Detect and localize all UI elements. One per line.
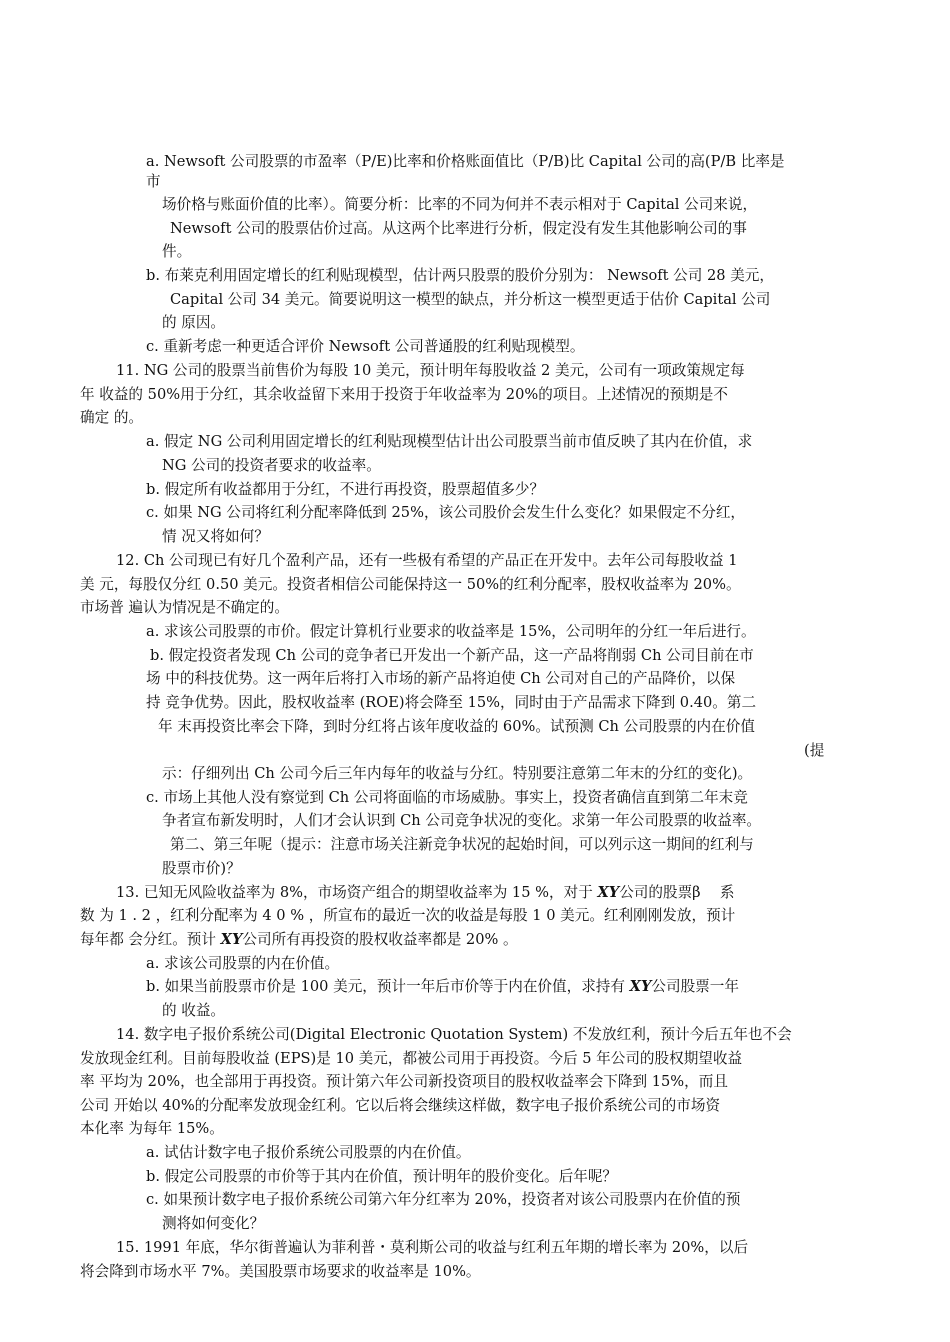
q13-line-3 [80, 930, 518, 950]
q13-b-line-1-part-c: 公司股票一年 [651, 978, 739, 995]
q13-line-3-part-c: 公司所有再投资的股权收益率都是 20% 。 [242, 931, 518, 948]
q10-b-line-2: Capital 公司 34 美元。简要说明这一模型的缺点，并分析这一模型更适于估价 Capital 公司 [170, 291, 771, 308]
q10-b-line-3: 的 原因。 [162, 314, 226, 331]
q13-b-line-1 [146, 977, 739, 997]
q12-c-line-3: 第二、第三年呢（提示：注意市场关注新竞争状况的起始时间，可以列示这一期间的红利与 [170, 836, 754, 853]
q10-a-line-3: 场价格与账面价值的比率）。简要分析：比率的不同为何并不表示相对于 Capital 公司来说， [162, 196, 758, 213]
q11-line-2: 年 收益的 50%用于分红，其余收益留下来用于投资于年收益率为 20%的项目。上述情况的预期是不 [80, 386, 728, 403]
q12-b-line-2: 场 中的科技优势。这一两年后将打入市场的新产品将迫使 Ch 公司对自己的产品降价，以保 [146, 670, 736, 687]
q13-line-2: 数 为 1 . 2 ，红利分配率为 4 0 % ，所宣布的最近一次的收益是每股 1 0 美元。红利刚刚发放，预计 [80, 907, 736, 924]
q12-c-line-4: 股票市价)？ [162, 860, 241, 877]
q14-a-line: a. 试估计数字电子报价系统公司股票的内在价值。 [146, 1144, 471, 1161]
q11-a-line-2: NG 公司的投资者要求的收益率。 [162, 457, 381, 474]
q10-c-line: c. 重新考虑一种更适合评价 Newsoft 公司普通股的红利贴现模型。 [146, 338, 585, 355]
q10-a-line-2: 市 [146, 173, 161, 190]
q12-c-line-1: c. 市场上其他人没有察觉到 Ch 公司将面临的市场威胁。事实上，投资者确信直到第二年末竞 [146, 789, 748, 806]
q11-a-line-1: a. 假定 NG 公司利用固定增长的红利贴现模型估计出公司股票当前市值反映了其内在价值，求 [146, 433, 753, 450]
q10-a-line-1: a. Newsoft 公司股票的市盈率（P/E)比率和价格账面值比（P/B)比 Capital 公司的高(P/B 比率是 [146, 153, 785, 170]
q10-b-line-1: b. 布莱克利用固定增长的红利贴现模型，估计两只股票的股价分别为： Newsoft 公司 28 美元， [146, 267, 774, 284]
q14-b-line: b. 假定公司股票的市价等于其内在价值，预计明年的股价变化。后年呢？ [146, 1168, 618, 1185]
q11-c-line-1: c. 如果 NG 公司将红利分配率降低到 25%，该公司股价会发生什么变化？如果假定不分红， [146, 504, 746, 521]
q14-c-line-2: 测将如何变化？ [162, 1215, 265, 1232]
q12-b-line-3: 持 竞争优势。因此，股权收益率 (ROE)将会降至 15%，同时由于产品需求下降到 0.40。第二 [146, 694, 757, 711]
q11-b-line: b. 假定所有收益都用于分红，不进行再投资，股票超值多少？ [146, 481, 545, 498]
q10-a-line-4: Newsoft 公司的股票估价过高。从这两个比率进行分析，假定没有发生其他影响公司的事 [170, 220, 747, 237]
q11-line-1: 11. NG 公司的股票当前售价为每股 10 美元，预计明年每股收益 2 美元，公司有一项政策规定每 [116, 362, 745, 379]
q11-line-3: 确定 的。 [80, 409, 144, 426]
q11-c-line-2: 情 况又将如何？ [162, 528, 269, 545]
q14-line-5: 本化率 为每年 15%。 [80, 1120, 224, 1137]
q13-line-1 [116, 883, 734, 903]
q12-b-line-5: (提 [804, 742, 825, 759]
q12-line-2: 美 元，每股仅分红 0.50 美元。投资者相信公司能保持这一 50%的红利分配率，股权收益率为 20%。 [80, 576, 741, 593]
q12-b-line-6: 示：仔细列出 Ch 公司今后三年内每年的收益与分红。特别要注意第二年末的分红的变化)。 [162, 765, 753, 782]
q13-b-line-2: 的 收益。 [162, 1002, 226, 1019]
q13-line-1-part-a: 13. 已知无风险收益率为 8%，市场资产组合的期望收益率为 15 %，对于 [116, 884, 593, 901]
q13-a-line: a. 求该公司股票的内在价值。 [146, 955, 340, 972]
q13-company-xy-2: XY [220, 931, 243, 948]
q12-line-1: 12. Ch 公司现已有好几个盈利产品，还有一些极有希望的产品正在开发中。去年公司每股收益 1 [116, 552, 738, 569]
q14-c-line-1: c. 如果预计数字电子报价系统公司第六年分红率为 20%，投资者对该公司股票内在价值的预 [146, 1191, 741, 1208]
q15-line-1: 15. 1991 年底，华尔街普遍认为菲利普・莫利斯公司的收益与红利五年期的增长率为 20%，以后 [116, 1239, 749, 1256]
q13-b-line-1-part-a: b. 如果当前股票市价是 100 美元，预计一年后市价等于内在价值，求持有 [146, 978, 625, 995]
q10-a-line-5: 件。 [162, 243, 192, 260]
q12-a-line: a. 求该公司股票的市价。假定计算机行业要求的收益率是 15%，公司明年的分红一年后进行。 [146, 623, 756, 640]
q14-line-4: 公司 开始以 40%的分配率发放现金红利。它以后将会继续这样做，数字电子报价系统公司的市场资 [80, 1097, 721, 1114]
q12-c-line-2: 争者宣布新发明时，人们才会认识到 Ch 公司竞争状况的变化。求第一年公司股票的收益率。 [162, 812, 762, 829]
q13-line-1-part-c: 公司的股票β 系 [619, 884, 735, 901]
q13-line-3-part-a: 每年都 会分红。预计 [80, 931, 216, 948]
q14-line-1: 14. 数字电子报价系统公司(Digital Electronic Quotation System) 不发放红利，预计今后五年也不会 [116, 1026, 792, 1043]
q14-line-3: 率 平均为 20%，也全部用于再投资。预计第六年公司新投资项目的股权收益率会下降到 15%，而且 [80, 1073, 728, 1090]
q12-b-line-4: 年 末再投资比率会下降，到时分红将占该年度收益的 60%。试预测 Ch 公司股票的内在价值 [158, 718, 755, 735]
q15-line-2: 将会降到市场水平 7%。美国股票市场要求的收益率是 10%。 [80, 1263, 481, 1280]
q12-b-line-1: b. 假定投资者发现 Ch 公司的竞争者已开发出一个新产品，这一产品将削弱 Ch 公司目前在市 [150, 647, 754, 664]
q13-company-xy: XY [597, 884, 620, 901]
q12-line-3: 市场普 遍认为情况是不确定的。 [80, 599, 289, 616]
q14-line-2: 发放现金红利。目前每股收益 (EPS)是 10 美元，都被公司用于再投资。今后 5 年公司的股权期望收益 [80, 1050, 743, 1067]
q13-company-xy-3: XY [629, 978, 652, 995]
